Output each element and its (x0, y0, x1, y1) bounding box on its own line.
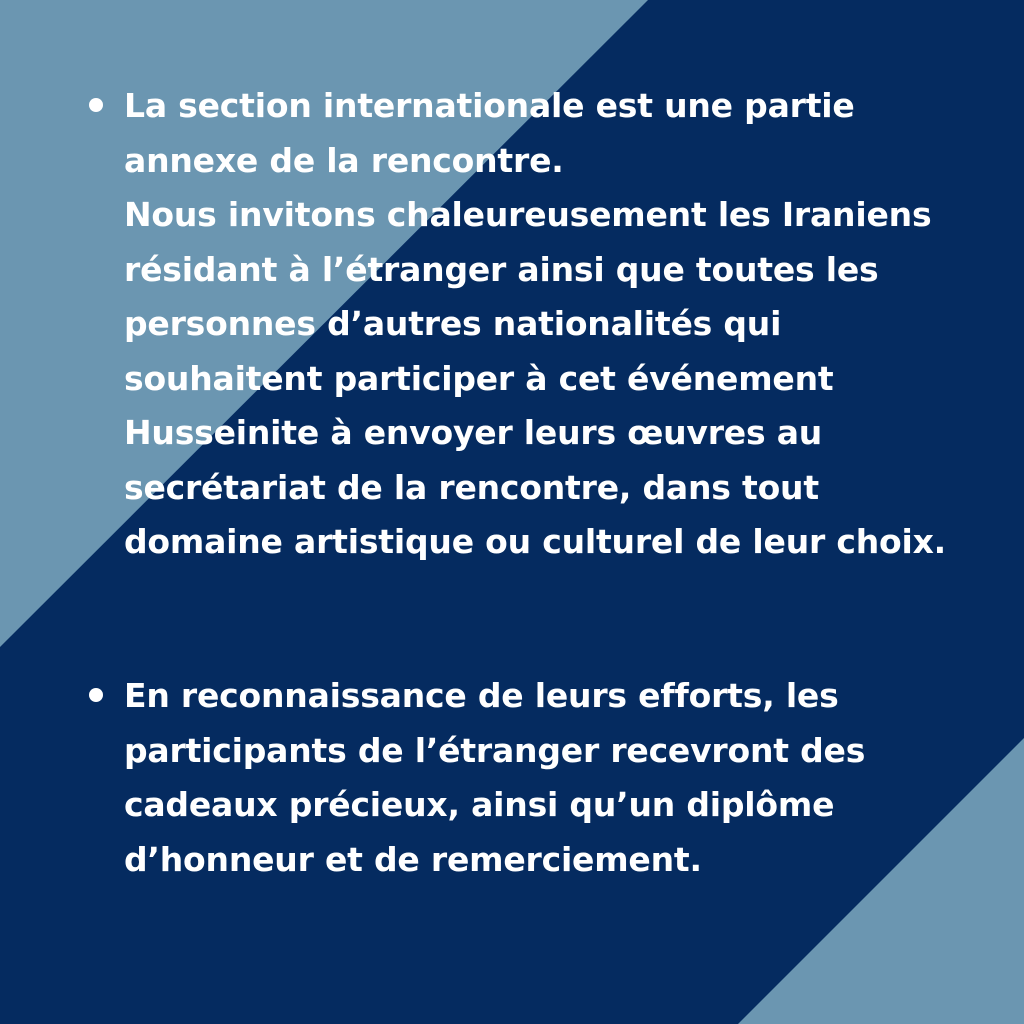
text-line: participants de l’étranger recevront des (124, 730, 866, 770)
text-line: d’honneur et de remerciement. (124, 839, 702, 879)
text-line: personnes d’autres nationalités qui (124, 304, 782, 343)
bullet-dot-icon (89, 98, 103, 112)
text-line: Nous invitons chaleureusement les Iraniens (124, 195, 932, 234)
text-line: annexe de la rencontre. (124, 140, 564, 180)
text-line: souhaitent participer à cet événement (124, 358, 834, 398)
text-line: résidant à l’étranger ainsi que toutes les (124, 249, 879, 289)
text-line: secrétariat de la rencontre, dans tout (124, 467, 819, 507)
text-line: cadeaux précieux, ainsi qu’un diplôme (124, 785, 835, 824)
text-line: Husseinite à envoyer leurs œuvres au (124, 413, 823, 452)
bullet-dot-icon (89, 688, 103, 702)
bullet-item-rewards (124, 669, 984, 887)
text-line: En reconnaissance de leurs efforts, les (124, 676, 839, 715)
bullet-item-international-section (124, 79, 984, 570)
text-line: domaine artistique ou culturel de leur choix. (124, 522, 947, 561)
text-line: La section internationale est une partie (124, 86, 855, 125)
